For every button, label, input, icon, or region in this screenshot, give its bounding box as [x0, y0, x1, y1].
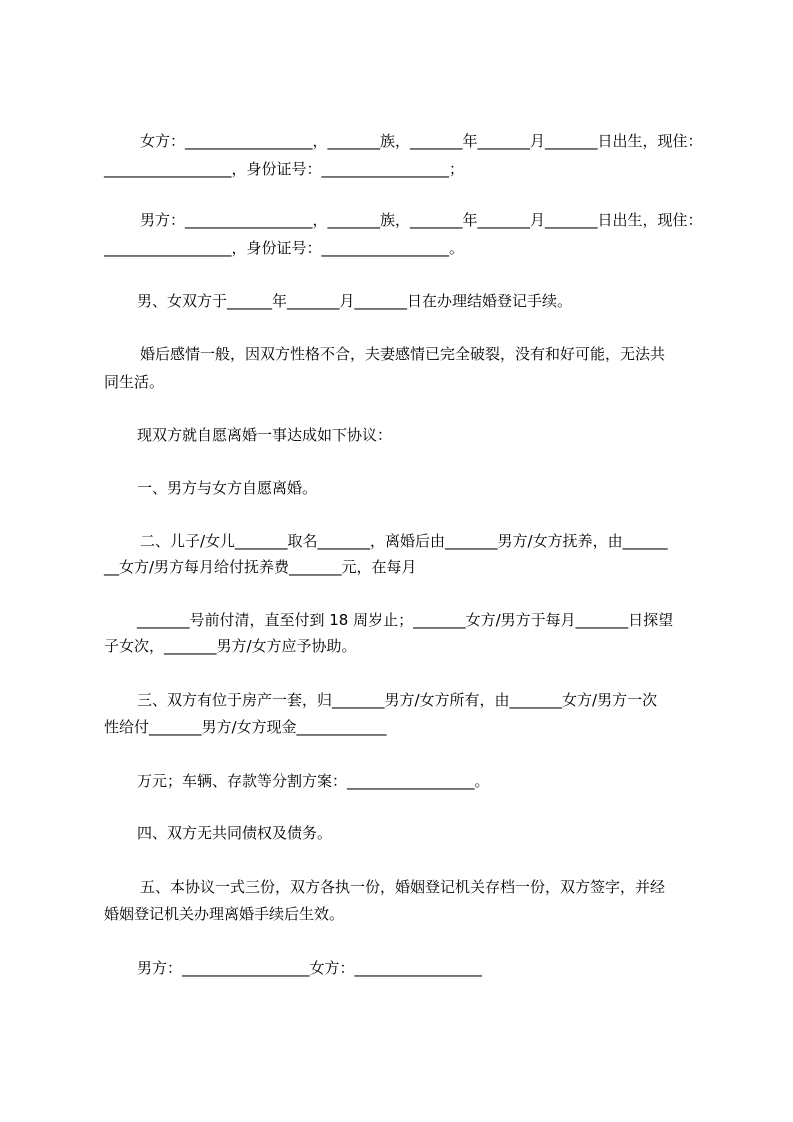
text-line: 男、女双方于______年_______月_______日在办理结婚登记手续。 [137, 292, 573, 310]
text-line: 一、男方与女方自愿离婚。 [137, 479, 318, 497]
text-line: 性给付_______男方/女方现金____________ [104, 718, 387, 736]
signature-line: 男方：_________________女方：_________________ [137, 959, 483, 977]
text-line: __女方/男方每月给付抚养费_______元，在每月 [104, 558, 417, 576]
text-line: 三、双方有位于房产一套，归_______男方/女方所有，由_______女方/男方一次 [137, 691, 658, 709]
text-line: _________________，身份证号：_________________； [104, 160, 465, 178]
text-line: 婚后感情一般，因双方性格不合，夫妻感情已完全破裂，没有和好可能，无法共 [140, 345, 666, 363]
text-line: 四、双方无共同债权及债务。 [137, 824, 333, 842]
text-line: 同生活。 [104, 373, 165, 391]
text-line: 万元；车辆、存款等分割方案：_________________。 [137, 772, 490, 790]
text-line: 婚姻登记机关办理离婚手续后生效。 [104, 905, 345, 923]
text-line: 男方：_________________，_______族，_______年_______月_______日出生，现住： [140, 211, 703, 229]
text-line: _________________，身份证号：_________________。 [104, 239, 465, 257]
text-line: 五、本协议一式三份，双方各执一份，婚姻登记机关存档一份，双方签字，并经 [140, 878, 666, 896]
text-line: 子女次，_______男方/女方应予协助。 [104, 637, 357, 655]
text-line: 女方：_________________，_______族，_______年_______月_______日出生，现住： [140, 132, 703, 150]
text-line: 现双方就自愿离婚一事达成如下协议： [137, 426, 393, 444]
text-line: 二、儿子/女儿_______取名_______，离婚后由_______男方/女方抚养，由______ [140, 532, 668, 550]
text-line: _______号前付清，直至付到 18 周岁止；_______女方/男方于每月_______日探望 [137, 611, 674, 629]
